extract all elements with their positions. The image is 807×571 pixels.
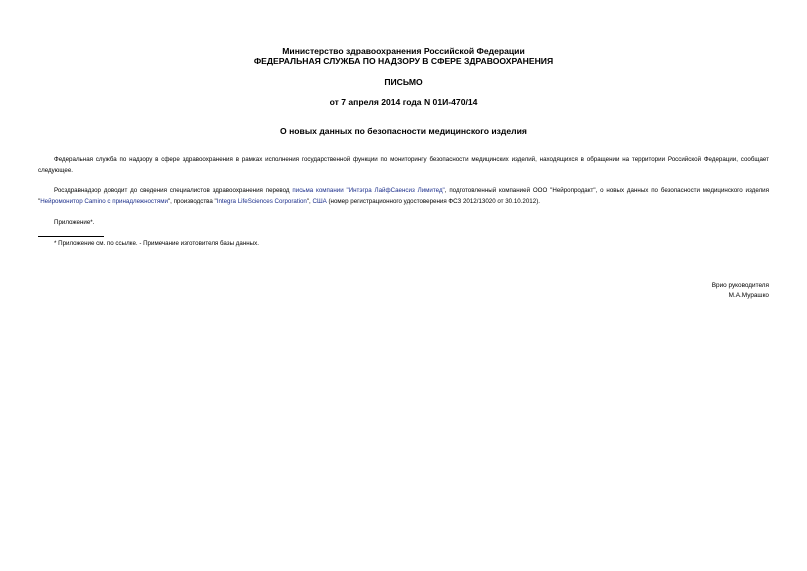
footnote-text: * Приложение см. по ссылке. - Примечание изготовителя базы данных. [54,240,259,247]
ministry-name: Министерство здравоохранения Российской Федерации [282,46,525,56]
signature-position: Врио руководителя [711,282,769,289]
paragraph-notice-text-after: (номер регистрационного удостоверения ФСЗ 2012/13020 от 30.10.2012). [326,197,540,205]
integra-letter-link[interactable]: письма компании "Интэгра ЛайфСаенсиз Лимитед" [292,187,445,194]
paragraph-intro: Федеральная служба по надзору в сфере здравоохранения в рамках исполнения государственной функции по мониторингу безопасности медицинских изделий, находящихся в обращении на территории Российской Федерации, сообщает следующее. [38,156,769,174]
service-name: ФЕДЕРАЛЬНАЯ СЛУЖБА ПО НАДЗОРУ В СФЕРЕ ЗДРАВООХРАНЕНИЯ [253,56,554,66]
paragraph-notice-text-mid3: ", [306,197,313,205]
document-date-number: от 7 апреля 2014 года N 01И-470/14 [329,97,478,107]
document-subject: О новых данных по безопасности медицинского изделия [280,126,527,136]
camino-device-link[interactable]: Нейромонитор Camino с принадлежностями [40,197,168,205]
signature-name: М.А.Мурашко [728,292,769,299]
footnote-divider [38,236,104,237]
paragraph-notice [38,186,769,207]
manufacturer-link[interactable]: Integra LifeSciences Corporation [216,197,307,205]
paragraph-notice-text-mid1: , подготовленный компанией ООО "Нейропродакт", о новых данных по безопасности медицинского изделия " [38,187,769,205]
paragraph-notice-text-mid2: ", производства " [167,197,217,205]
attachment-label: Приложение*. [54,219,95,226]
paragraph-notice-text-before: Росздравнадзор доводит до сведения специалистов здравоохранения перевод [54,187,293,194]
document-type: ПИСЬМО [384,77,423,87]
country-link[interactable]: США [312,197,327,205]
